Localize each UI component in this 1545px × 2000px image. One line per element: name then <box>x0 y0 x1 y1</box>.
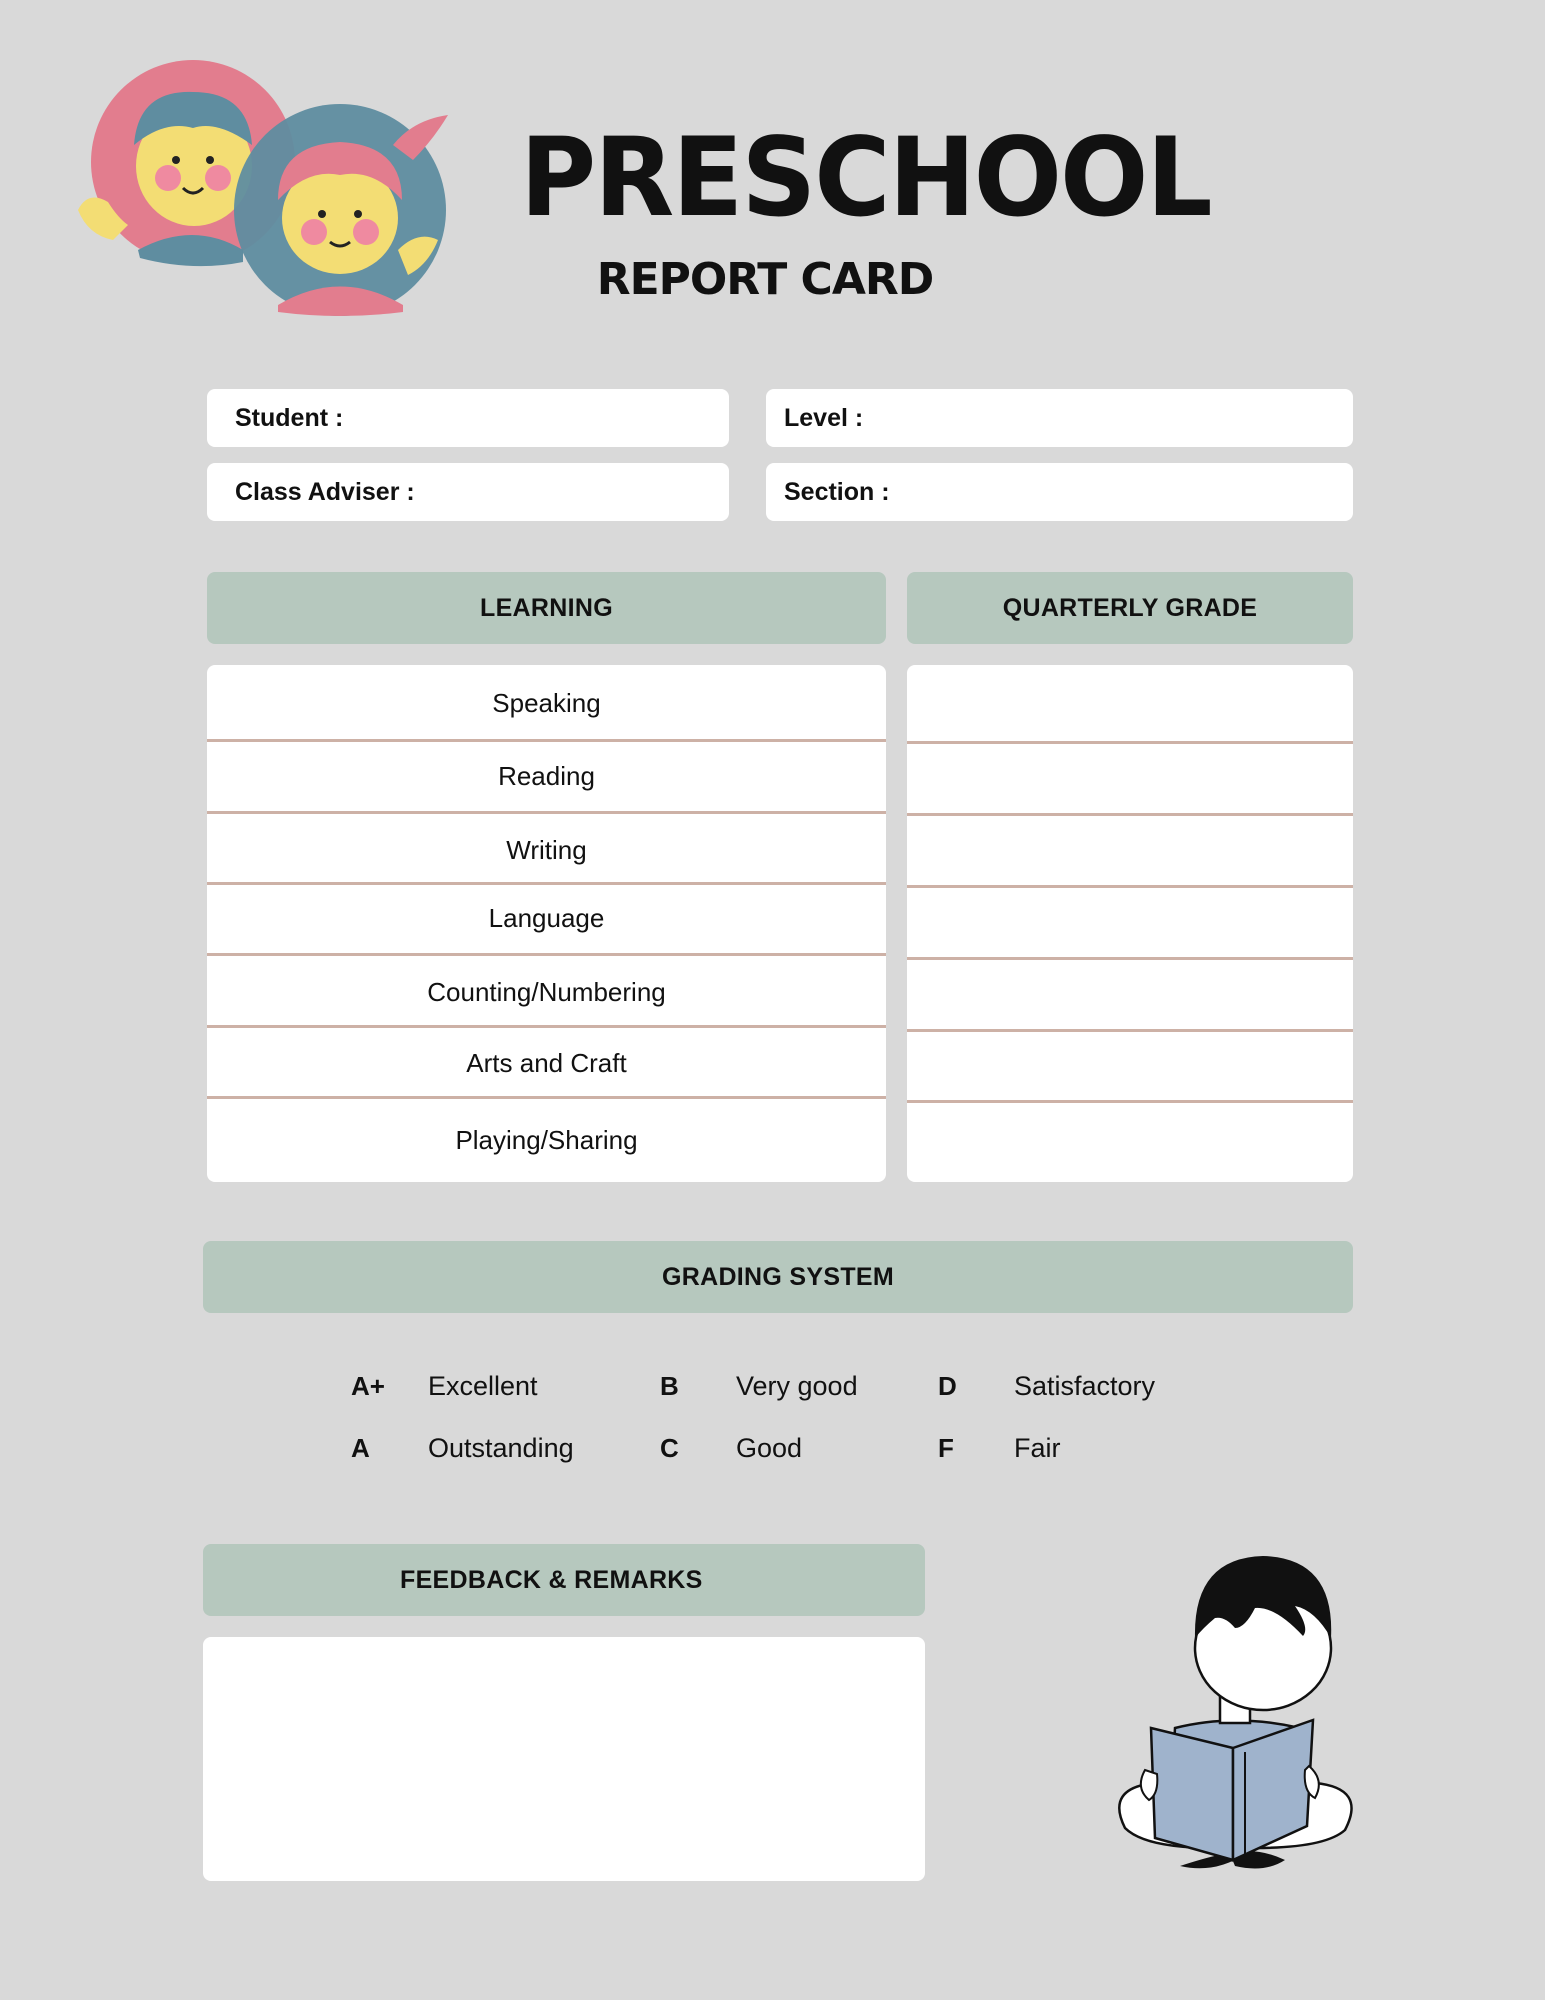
section-label: Section : <box>784 477 890 506</box>
grade-description: Outstanding <box>428 1433 574 1463</box>
subject-language: Language <box>488 902 605 933</box>
grade-letter: C <box>660 1433 679 1463</box>
class-adviser-field[interactable] <box>207 463 729 521</box>
feedback-header: FEEDBACK & REMARKS <box>203 1544 925 1616</box>
grading-system-header: GRADING SYSTEM <box>203 1241 1353 1313</box>
grade-cell[interactable] <box>907 665 1353 739</box>
grade-cell[interactable] <box>907 960 1353 1029</box>
waving-kids-illustration <box>68 50 468 320</box>
grade-letter: F <box>938 1433 954 1463</box>
page-title: PRESCHOOL <box>520 112 1211 242</box>
section-field[interactable] <box>766 463 1353 521</box>
subject-writing: Writing <box>506 834 587 865</box>
subject-speaking: Speaking <box>492 687 601 718</box>
grade-description: Fair <box>1014 1433 1061 1463</box>
learning-header: LEARNING <box>207 572 886 644</box>
grade-cell[interactable] <box>907 744 1353 813</box>
grade-letter: B <box>660 1371 679 1401</box>
student-label: Student : <box>235 403 344 432</box>
grade-cell[interactable] <box>907 888 1353 957</box>
grade-letter: D <box>938 1371 957 1401</box>
grade-description: Good <box>736 1433 803 1463</box>
grade-cell[interactable] <box>907 1032 1353 1101</box>
grade-cell[interactable] <box>907 1103 1353 1182</box>
grade-letter: A <box>351 1433 370 1463</box>
page-subtitle: REPORT CARD <box>596 254 934 305</box>
grade-letter: A+ <box>351 1371 385 1401</box>
subject-playing: Playing/Sharing <box>455 1125 638 1155</box>
subject-reading: Reading <box>498 761 595 791</box>
quarterly-grade-table <box>907 665 1353 1182</box>
subject-arts: Arts and Craft <box>466 1047 627 1078</box>
feedback-textarea[interactable] <box>203 1637 925 1881</box>
grade-description: Very good <box>736 1371 858 1401</box>
reading-child-illustration <box>1095 1548 1375 1888</box>
grade-description: Satisfactory <box>1014 1371 1156 1401</box>
learning-table <box>207 665 886 1182</box>
grade-cell[interactable] <box>907 816 1353 885</box>
grade-description: Excellent <box>428 1371 538 1401</box>
student-field[interactable] <box>207 389 729 447</box>
level-field[interactable] <box>766 389 1353 447</box>
level-label: Level : <box>784 403 864 432</box>
quarterly-grade-header: QUARTERLY GRADE <box>907 572 1353 644</box>
subject-counting: Counting/Numbering <box>427 976 666 1007</box>
class-adviser-label: Class Adviser : <box>235 477 415 506</box>
